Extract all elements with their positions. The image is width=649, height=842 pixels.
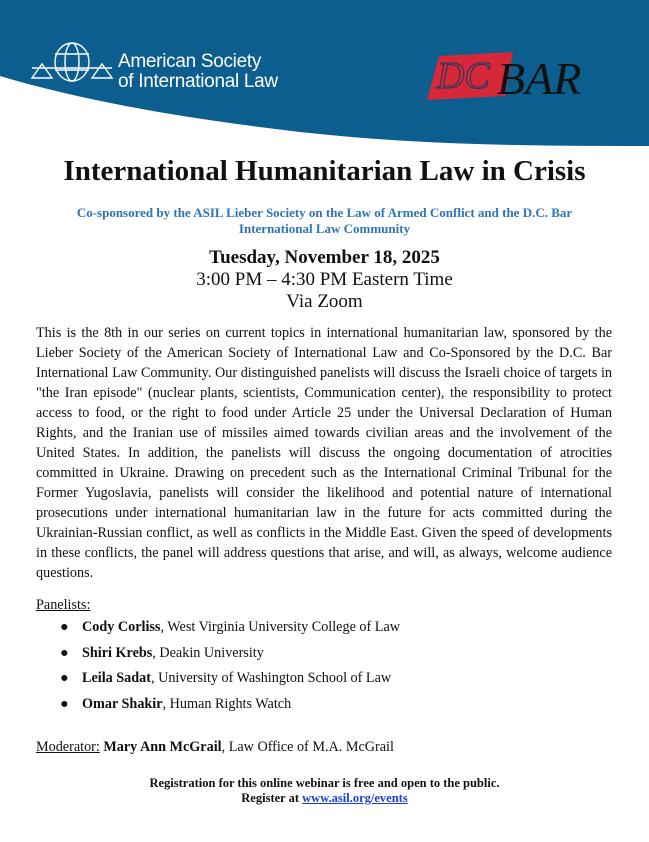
moderator-name: Mary Ann McGrail xyxy=(103,739,222,755)
panelist-item xyxy=(60,696,400,722)
asil-globe-scales-icon xyxy=(30,40,114,90)
page-title: International Humanitarian Law in Crisis xyxy=(63,155,586,187)
asil-logo-line2: of International Law xyxy=(118,71,278,92)
register-prefix: Register at xyxy=(241,791,303,805)
event-venue: Via Zoom xyxy=(286,291,363,312)
panelists-label: Panelists: xyxy=(36,597,91,613)
register-link[interactable]: www.asil.org/events xyxy=(302,791,408,805)
bullet-icon: ● xyxy=(60,670,69,686)
panelist-affiliation: , West Virginia University College of Law xyxy=(160,619,400,635)
registration-info xyxy=(0,776,649,806)
header-banner xyxy=(0,0,649,150)
panelist-name: Shiri Krebs xyxy=(82,644,153,661)
dcbar-logo xyxy=(425,50,610,102)
event-description: This is the 8th in our series on current topics in international humanitarian law, sponsored by the Lieber Society of the American Society of International Law and Co-Sponsored by the D.C. Bar International Law Community. Our distinguished panelists will discuss the Israeli choice of targets in "the Iran episode" (nuclear plants, scientists, Communication center), the responsibility to protect access to food, or the right to food under Article 25 under the Universal Declaration of Human Rights, and the Iranian use of missiles aimed towards civilian areas and the involvement of the United States. In addition, the panelists will discuss the ongoing documentation of atrocities committed in Ukraine. Drawing on precedent such as the International Criminal Tribunal for the Former Yugoslavia, panelists will consider the likelihood and potential nature of international prosecutions under international humanitarian law in the future for acts committed during the Ukrainian-Russian conflict, as well as conflicts in the Middle East. Given the speed of developments in these conflicts, the panel will address questions that arise, and will, as always, welcome audience questions. xyxy=(36,325,612,581)
panelist-name: Omar Shakir xyxy=(82,695,163,712)
panelist-item xyxy=(60,645,400,671)
asil-logo-text xyxy=(118,52,278,92)
moderator-line xyxy=(36,739,394,756)
panelist-name: Cody Corliss xyxy=(82,619,161,635)
moderator-label: Moderator: xyxy=(36,739,100,755)
panelists-list xyxy=(60,619,400,721)
moderator-affiliation: , Law Office of M.A. McGrail xyxy=(221,739,394,755)
bullet-icon: ● xyxy=(60,644,69,661)
panelist-item xyxy=(60,619,400,645)
bullet-icon: ● xyxy=(60,695,69,712)
panelist-item xyxy=(60,670,400,696)
cosponsor-line: Co-sponsored by the ASIL Lieber Society on the Law of Armed Conflict and the D.C. Bar International Law Community xyxy=(76,205,573,236)
event-time: 3:00 PM – 4:30 PM Eastern Time xyxy=(196,269,453,290)
registration-text: Registration for this online webinar is free and open to the public. xyxy=(149,776,500,790)
bullet-icon: ● xyxy=(60,619,69,635)
panelist-name: Leila Sadat xyxy=(82,670,151,686)
panelist-affiliation: , Deakin University xyxy=(152,644,264,661)
panelist-affiliation: , University of Washington School of Law xyxy=(150,670,392,686)
asil-logo-line1: American Society xyxy=(118,51,262,72)
event-date: Tuesday, November 18, 2025 xyxy=(209,247,440,268)
svg-text:BAR: BAR xyxy=(497,53,582,102)
svg-text:DC: DC xyxy=(437,55,490,97)
panelist-affiliation: , Human Rights Watch xyxy=(162,695,292,712)
